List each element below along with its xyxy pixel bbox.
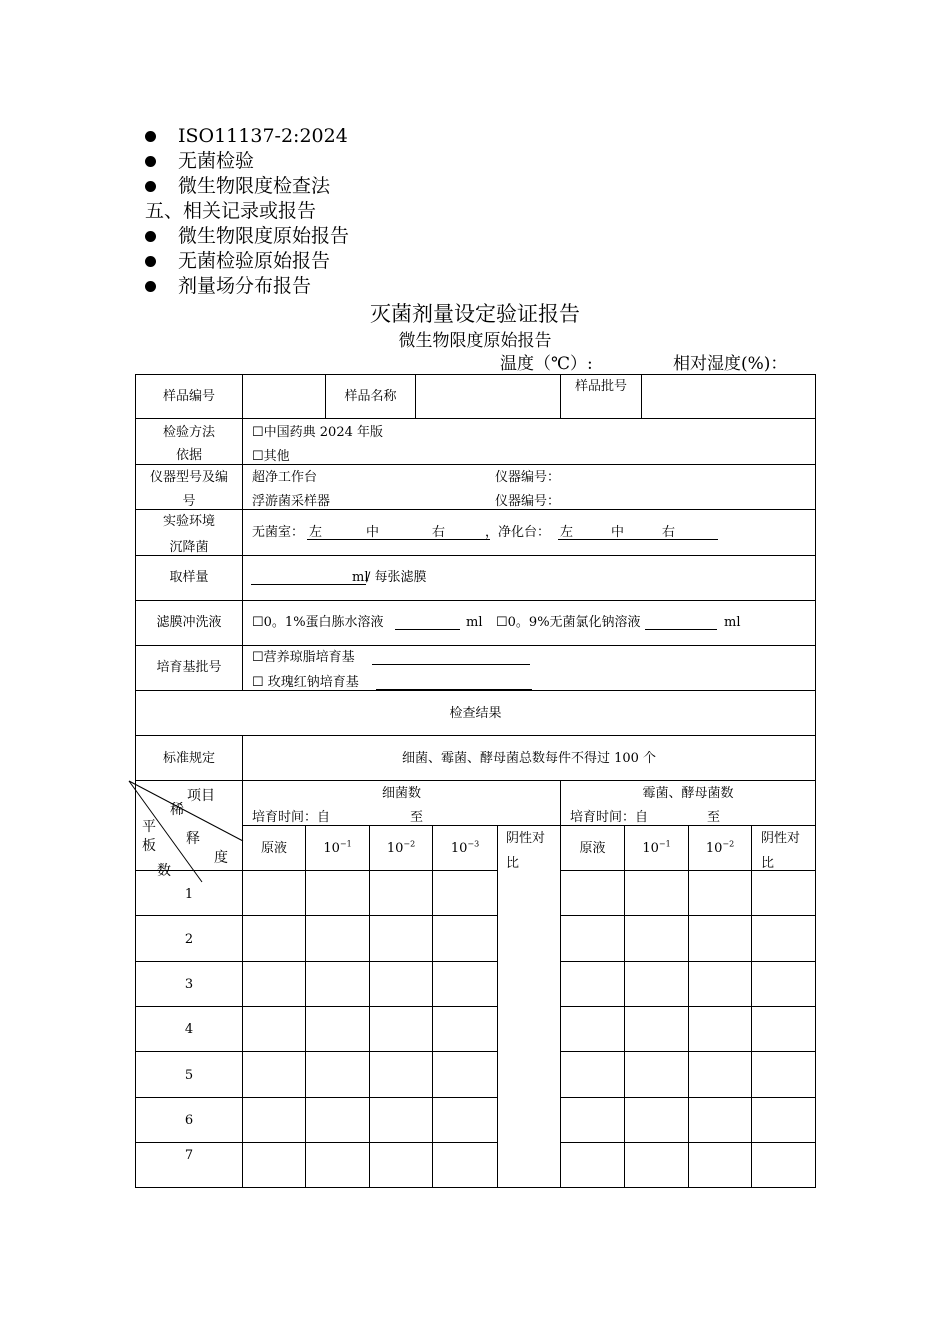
- list-item: 微生物限度检查法: [145, 174, 349, 199]
- rinse-label: 滤膜冲洗液: [156, 615, 222, 630]
- fungi-incubation-label: 培育时间：自: [570, 810, 649, 825]
- instrument-air-sampler: 浮游菌采样器: [252, 494, 331, 509]
- instrument-no-label: 仪器编号：: [495, 494, 561, 509]
- instrument-label-cont: 号: [182, 494, 196, 509]
- method-option-pharmacopoeia[interactable]: ☐中国药典 2024 年版: [252, 425, 384, 440]
- col-dilution-1-fungi: $10^{-1}$: [642, 839, 671, 856]
- settle-room-mid: 中: [366, 525, 380, 540]
- bullet-icon: [145, 281, 156, 292]
- diag-dilution-char: 释: [186, 831, 200, 847]
- list-item: 剂量场分布报告: [145, 274, 349, 299]
- col-dilution-1-bacteria: $10^{-1}$: [323, 839, 352, 856]
- rinse-option-peptone[interactable]: ☐0。1%蛋白胨水溶液: [252, 615, 384, 630]
- fungi-incubation-to: 至: [707, 810, 721, 825]
- instrument-label: 仪器型号及编: [149, 470, 228, 485]
- humidity-label: 相对湿度(%)：: [673, 354, 788, 374]
- col-negative-control-fungi-cont: 比: [761, 856, 775, 871]
- bench-mid: 中: [611, 525, 625, 540]
- col-dilution-3-bacteria: $10^{-3}$: [450, 839, 480, 856]
- bacteria-count-header: 细菌数: [381, 786, 421, 801]
- col-stock-bacteria: 原液: [260, 841, 287, 856]
- medium-label: 培育基批号: [156, 660, 222, 675]
- col-dilution-2-bacteria: $10^{-2}$: [386, 839, 416, 856]
- temperature-label: 温度（℃）:: [500, 354, 593, 374]
- bullet-icon: [145, 231, 156, 242]
- list-item: 无菌检验原始报告: [145, 249, 349, 274]
- diag-plate-char: 平: [142, 819, 156, 835]
- bullet-icon: [145, 256, 156, 267]
- col-stock-fungi: 原液: [579, 841, 606, 856]
- col-negative-control: 阴性对: [506, 831, 546, 846]
- fungi-count-header: 霉菌、酵母菌数: [642, 786, 734, 801]
- settle-room-right: 右: [432, 525, 446, 540]
- sampling-suffix: / 每张滤膜: [366, 570, 427, 585]
- bacteria-incubation-to: 至: [410, 810, 424, 825]
- list-item: 微生物限度原始报告: [145, 224, 349, 249]
- page-title: 灭菌剂量设定验证报告: [370, 302, 580, 326]
- diag-item-label: 项目: [187, 788, 215, 804]
- table-row-number: 4: [184, 1022, 194, 1037]
- env-label: 实验环境: [162, 514, 215, 529]
- batch-no-label: 样品批号: [574, 379, 627, 394]
- results-heading: 检查结果: [449, 706, 502, 721]
- bench-right: 右: [662, 525, 676, 540]
- bench-left: 左: [560, 525, 574, 540]
- table-row-number: 7: [184, 1148, 194, 1163]
- bullet-icon: [145, 131, 156, 142]
- reference-list: [145, 124, 349, 299]
- sampling-unit: ml: [352, 570, 369, 585]
- table-row-number: 1: [184, 887, 194, 902]
- medium-option-rose-bengal[interactable]: ☐ 玫瑰红钠培育基: [252, 675, 359, 690]
- diag-dilution-char: 度: [214, 850, 228, 866]
- rinse-option-saline[interactable]: ☐0。9%无菌氯化钠溶液: [496, 615, 641, 630]
- rinse-unit: ml: [466, 615, 483, 630]
- sample-no-label: 样品编号: [162, 389, 215, 404]
- instrument-no-label: 仪器编号：: [495, 470, 561, 485]
- diag-plate-char: 数: [157, 863, 171, 879]
- sample-name-label: 样品名称: [344, 389, 397, 404]
- bacteria-incubation-label: 培育时间：自: [252, 810, 331, 825]
- standard-label: 标准规定: [162, 751, 215, 766]
- table-row-number: 2: [184, 932, 194, 947]
- bullet-icon: [145, 181, 156, 192]
- settle-room-label: 无菌室：: [252, 525, 305, 540]
- col-dilution-2-fungi: $10^{-2}$: [705, 839, 735, 856]
- list-item: 无菌检验: [145, 149, 349, 174]
- env-label-cont: 沉降菌: [169, 540, 209, 555]
- method-label: 检验方法: [162, 425, 215, 440]
- diag-plate-char: 板: [142, 838, 156, 854]
- sampling-label: 取样量: [169, 570, 209, 585]
- instrument-clean-bench: 超净工作台: [252, 470, 318, 485]
- environment-line: [500, 349, 787, 374]
- col-negative-control-fungi: 阴性对: [761, 831, 801, 846]
- rinse-unit: ml: [724, 615, 741, 630]
- settle-room-left: 左: [309, 525, 323, 540]
- report-subtitle: 微生物限度原始报告: [398, 331, 552, 351]
- method-label-cont: 依据: [175, 448, 202, 463]
- bullet-icon: [145, 156, 156, 167]
- section-heading: 五、相关记录或报告: [145, 200, 317, 222]
- table-row-number: 6: [184, 1113, 194, 1128]
- table-row-number: 3: [184, 977, 194, 992]
- col-negative-control-cont: 比: [506, 856, 520, 871]
- standard-text: 细菌、霉菌、酵母菌总数每件不得过 100 个: [401, 751, 657, 766]
- list-item: ISO11137-2:2024: [145, 124, 349, 149]
- bench-label: ，净化台：: [485, 525, 551, 540]
- table-row-number: 5: [184, 1068, 194, 1083]
- diag-dilution-char: 稀: [170, 802, 184, 818]
- medium-option-nutrient-agar[interactable]: ☐营养琼脂培育基: [252, 650, 355, 665]
- method-option-other[interactable]: ☐其他: [252, 449, 290, 464]
